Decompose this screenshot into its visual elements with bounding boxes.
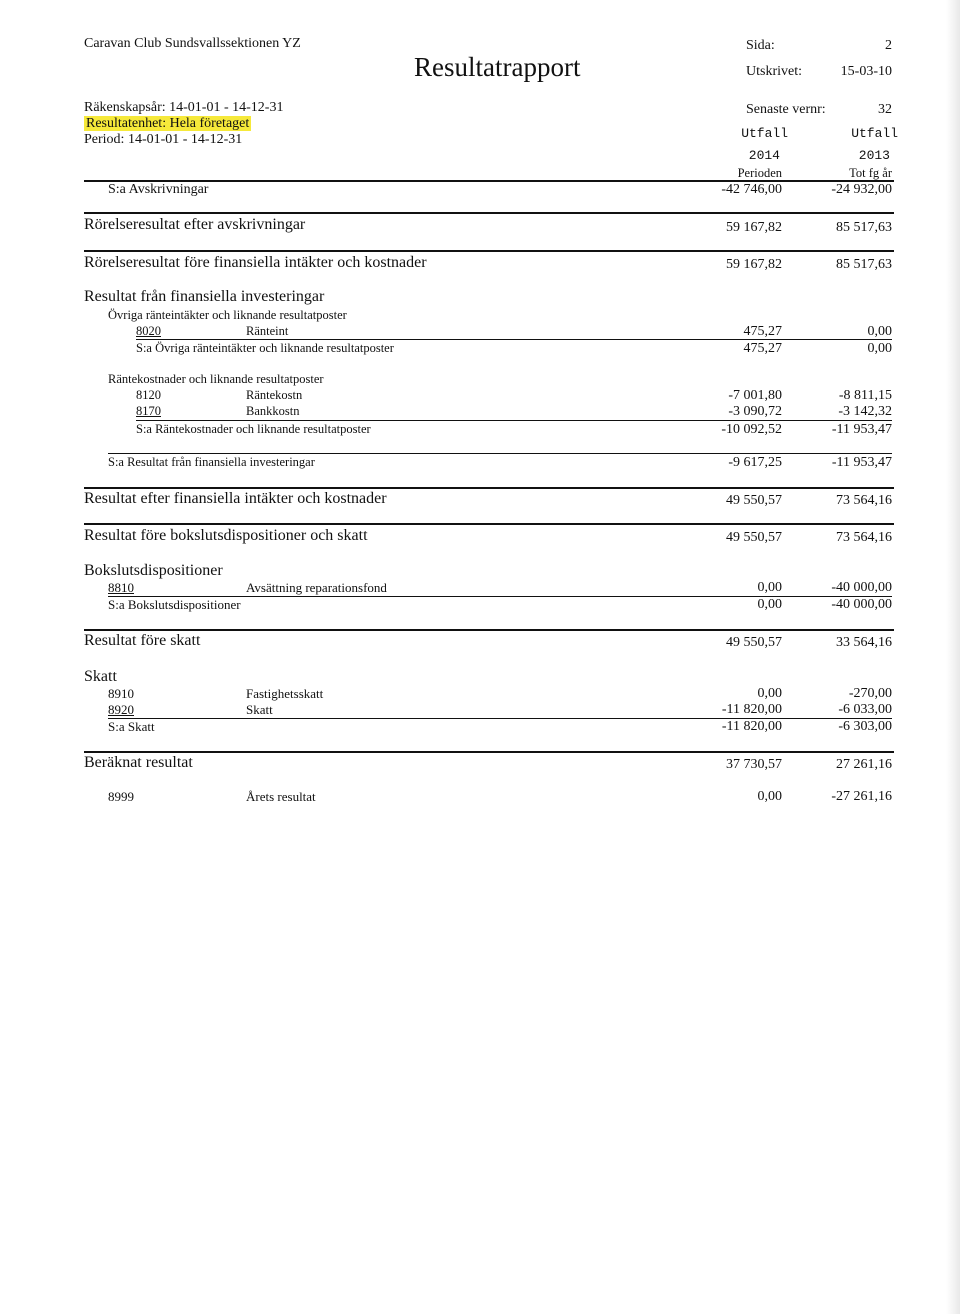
sum-value-prev: -11 953,47 (831, 455, 892, 470)
account-value-period: -3 090,72 (728, 404, 782, 419)
sum-label: S:a Resultat från finansiella investeringar (108, 455, 315, 469)
sum-value-period: -10 092,52 (721, 422, 782, 437)
section-rule (84, 212, 894, 214)
row-label: Rörelseresultat efter avskrivningar (84, 216, 306, 233)
col1-desc: Perioden (737, 166, 782, 180)
row-value-period: -42 746,00 (721, 182, 782, 197)
sum-value-period: -11 820,00 (721, 719, 782, 734)
row-value-prev: 27 261,16 (836, 757, 892, 772)
account-code: 8999 (108, 789, 134, 804)
account-name: Skatt (246, 702, 273, 717)
sum-rule (108, 453, 892, 454)
latest-vernr-label: Senaste vernr: (746, 102, 826, 117)
sum-value-prev: -11 953,47 (831, 422, 892, 437)
row-value-prev: 85 517,63 (836, 220, 892, 235)
sum-label: S:a Skatt (108, 719, 155, 734)
latest-vernr-value: 32 (878, 102, 892, 117)
row-value-prev: 73 564,16 (836, 493, 892, 508)
row-label: Resultat före bokslutsdispositioner och skatt (84, 527, 368, 544)
account-value-prev: -27 261,16 (831, 789, 892, 804)
row-label: Rörelseresultat före finansiella intäkter och kostnader (84, 254, 427, 271)
sum-label: S:a Bokslutsdispositioner (108, 597, 241, 612)
report-title: Resultatrapport (414, 52, 581, 82)
account-value-period: 0,00 (757, 686, 782, 701)
account-value-period: 0,00 (757, 789, 782, 804)
fiscal-year: Räkenskapsår: 14-01-01 - 14-12-31 (84, 100, 284, 115)
section-heading: Skatt (84, 668, 117, 685)
account-value-prev: -6 033,00 (838, 702, 892, 717)
account-name: Avsättning reparationsfond (246, 580, 387, 595)
account-value-period: 0,00 (757, 580, 782, 595)
row-value-period: 59 167,82 (726, 220, 782, 235)
page-label: Sida: (746, 38, 775, 53)
sum-label: S:a Övriga ränteintäkter och liknande resultatposter (136, 341, 394, 355)
account-name: Bankkostn (246, 404, 300, 418)
printed-label: Utskrivet: (746, 64, 802, 79)
account-name: Ränteint (246, 324, 289, 338)
account-value-prev: -40 000,00 (831, 580, 892, 595)
row-label: Resultat före skatt (84, 632, 201, 649)
account-code: 8170 (136, 404, 161, 418)
section-rule (84, 487, 894, 489)
account-value-prev: -3 142,32 (838, 404, 892, 419)
group-heading: Övriga ränteintäkter och liknande resultatposter (108, 308, 347, 322)
row-value-period: 59 167,82 (726, 257, 782, 272)
account-code: 8020 (136, 324, 161, 338)
row-value-prev: 33 564,16 (836, 635, 892, 650)
row-value-period: 49 550,57 (726, 530, 782, 545)
sum-value-prev: -40 000,00 (831, 597, 892, 612)
account-value-prev: -270,00 (848, 686, 892, 701)
row-value-period: 49 550,57 (726, 493, 782, 508)
account-name: Fastighetsskatt (246, 686, 324, 701)
row-value-prev: -24 932,00 (831, 182, 892, 197)
section-rule (84, 523, 894, 525)
account-value-prev: 0,00 (867, 324, 892, 339)
col1-type: Utfall (741, 126, 788, 141)
printed-date: 15-03-10 (840, 64, 892, 79)
col2-type: Utfall (851, 126, 898, 141)
sum-rule (136, 420, 892, 421)
col2-desc: Tot fg år (849, 166, 892, 180)
account-code: 8810 (108, 580, 134, 595)
section-heading: Resultat från finansiella investeringar (84, 288, 325, 305)
result-unit: Resultatenhet: Hela företaget (86, 116, 250, 131)
section-rule (84, 629, 894, 631)
row-label: Beräknat resultat (84, 754, 193, 771)
section-heading: Bokslutsdispositioner (84, 562, 223, 579)
sum-value-period: 475,27 (743, 341, 782, 356)
page-number: 2 (885, 38, 892, 53)
period: Period: 14-01-01 - 14-12-31 (84, 132, 243, 147)
account-name: Räntekostn (246, 388, 303, 402)
col2-year: 2013 (858, 148, 890, 163)
sum-value-prev: 0,00 (867, 341, 892, 356)
account-code: 8920 (108, 702, 134, 717)
section-rule (84, 751, 894, 753)
sum-rule (136, 339, 892, 340)
account-value-period: 475,27 (743, 324, 782, 339)
group-heading: Räntekostnader och liknande resultatposter (108, 372, 324, 386)
section-rule (84, 250, 894, 252)
sum-value-period: 0,00 (757, 597, 782, 612)
account-value-period: -7 001,80 (728, 388, 782, 403)
col1-year: 2014 (748, 148, 780, 163)
sum-value-prev: -6 303,00 (838, 719, 892, 734)
account-name: Årets resultat (246, 789, 316, 804)
row-value-period: 37 730,57 (726, 757, 782, 772)
account-code: 8120 (136, 388, 161, 402)
account-code: 8910 (108, 686, 134, 701)
row-label: Resultat efter finansiella intäkter och kostnader (84, 490, 387, 507)
scan-edge-shadow (946, 0, 960, 1314)
account-value-prev: -8 811,15 (838, 388, 892, 403)
sum-value-period: -9 617,25 (728, 455, 782, 470)
account-value-period: -11 820,00 (721, 702, 782, 717)
organization-name: Caravan Club Sundsvallssektionen YZ (84, 36, 301, 51)
row-label: S:a Avskrivningar (108, 182, 209, 197)
row-value-period: 49 550,57 (726, 635, 782, 650)
sum-label: S:a Räntekostnader och liknande resultatposter (136, 422, 371, 436)
row-value-prev: 73 564,16 (836, 530, 892, 545)
row-value-prev: 85 517,63 (836, 257, 892, 272)
